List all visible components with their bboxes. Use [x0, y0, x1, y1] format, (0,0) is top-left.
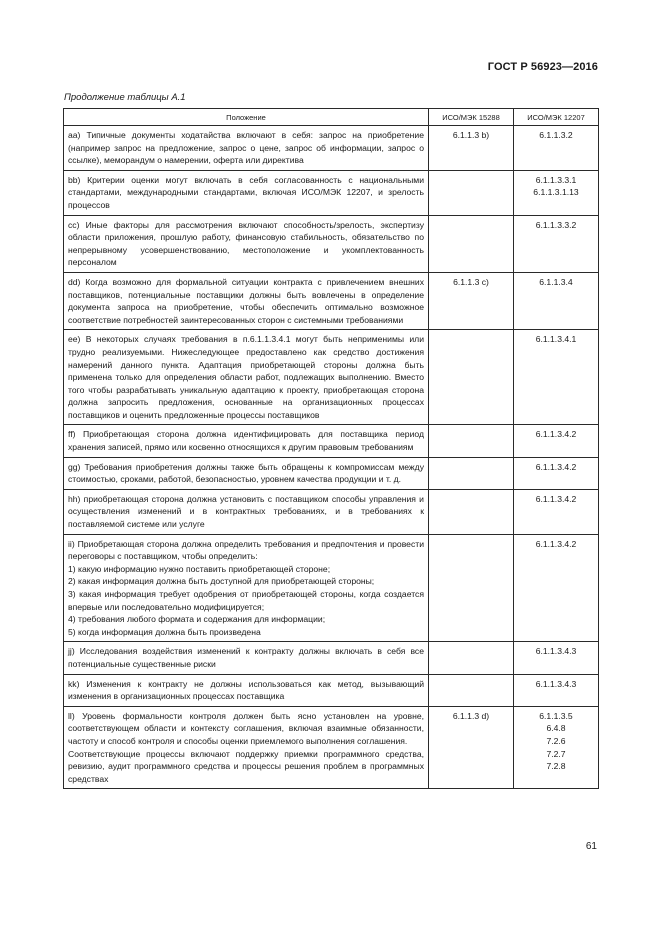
iso-12207-cell [514, 425, 599, 457]
iso-15288-cell [429, 457, 514, 489]
iso-15288-reference: 6.1.1.3 c) [453, 276, 489, 287]
table-row [64, 642, 599, 674]
provision-paragraph: bb) Критерии оценки могут включать в себя согласованность с национальными стандартами, международными стандартами, включая ИСО/МЭК 12207, и зрелость процессов [68, 174, 424, 210]
provision-paragraph: jj) Исследования воздействия изменений к контракту должны включать в себя все потенциальные существенные риски [68, 646, 424, 669]
table-row [64, 126, 599, 171]
table-row [64, 457, 599, 489]
table-header-row [64, 109, 599, 126]
requirements-table [63, 108, 599, 789]
iso-12207-reference: 6.1.1.3.4.2 [535, 429, 577, 440]
provision-paragraph: аа) Типичные документы ходатайства включают в себя: запрос на приобретение (например запрос на предложение, запрос о цене, запрос об информации, запрос о ссылке), меморандум о намерении, оферта или директива [68, 130, 424, 166]
provision-paragraph: 3) какая информация требует одобрения от приобретающей стороны, когда создается впервые или последовательно модифицируется; [68, 589, 424, 612]
iso-12207-reference: 6.1.1.3.3.2 [535, 219, 577, 230]
iso-12207-cell [514, 642, 599, 674]
iso-15288-reference: 6.1.1.3 d) [452, 710, 490, 721]
provision-paragraph: ii) Приобретающая сторона должна определить требования и предпочтения и провести переговоры с поставщиком, чтобы определить: [68, 538, 424, 562]
iso-15288-cell [429, 674, 514, 706]
iso-12207-cell [514, 706, 599, 789]
provision-cell [64, 457, 429, 489]
iso-12207-reference: 6.1.1.3.2 [539, 130, 573, 140]
iso-12207-reference: 6.1.1.3.1.13 [533, 187, 579, 198]
provision-paragraph: Соответствующие процессы включают поддержку приемки программного средства, ревизию, аудит программного средства и процессы решения проблем в программных средствах [68, 748, 424, 784]
provision-cell [64, 642, 429, 674]
provision-cell [64, 170, 429, 215]
iso-15288-cell [429, 215, 514, 272]
iso-12207-reference: 6.1.1.3.3.1 [535, 174, 577, 185]
iso-12207-cell [514, 489, 599, 534]
table-row [64, 674, 599, 706]
provision-paragraph: 5) когда информация должна быть произведена [68, 626, 261, 637]
table-caption: Продолжение таблицы А.1 [64, 92, 186, 103]
table-row [64, 215, 599, 272]
iso-12207-cell [514, 126, 599, 171]
iso-15288-cell [429, 330, 514, 425]
iso-12207-reference: 7.2.7 [546, 748, 566, 759]
table-row [64, 489, 599, 534]
provision-cell [64, 674, 429, 706]
iso-12207-reference: 7.2.8 [546, 761, 566, 772]
provision-paragraph: dd) Когда возможно для формальной ситуации контракта с привлечением внешних поставщиков, потенциальные поставщики должны быть вовлечены в определение документа запроса на приобретение, чтобы обеспечить оптимально возможное соответствие потребностей заинтересованных сторон с системными требованиями [68, 276, 424, 325]
iso-12207-reference: 6.1.1.3.4.2 [535, 461, 577, 472]
provision-cell [64, 215, 429, 272]
page-number: 61 [585, 841, 597, 852]
iso-12207-cell [514, 272, 599, 329]
provision-cell [64, 330, 429, 425]
iso-15288-cell [429, 126, 514, 171]
iso-12207-reference: 6.1.1.3.5 [539, 710, 573, 721]
provision-paragraph: 1) какую информацию нужно поставить приобретающей стороне; [68, 563, 331, 574]
iso-15288-cell [429, 170, 514, 215]
provision-paragraph: kk) Изменения к контракту не должны использоваться как метод, вызывающий изменения в организационных процессах поставщика [68, 678, 424, 702]
column-header-provision: Положение [64, 109, 429, 126]
provision-cell [64, 425, 429, 457]
iso-12207-reference: 6.4.8 [546, 723, 566, 734]
table-row [64, 330, 599, 425]
iso-12207-reference: 6.1.1.3.4.3 [535, 678, 577, 689]
table-row [64, 425, 599, 457]
iso-15288-cell [429, 425, 514, 457]
provision-paragraph: cc) Иные факторы для рассмотрения включают способность/зрелость, экспертизу области приложения, прошлую работу, финансовую стабильность, обязательство по непрерывному усовершенствованию, местоположение и укомплектованность персоналом [68, 219, 424, 268]
iso-15288-cell [429, 489, 514, 534]
provision-paragraph: hh) приобретающая сторона должна установить с поставщиком способы управления и осуществления изменений и в контрактных требованиях, и в требованиях к поставляемой системе или услуге [68, 493, 424, 530]
table-row [64, 706, 599, 789]
document-code: ГОСТ Р 56923—2016 [487, 61, 598, 73]
provision-paragraph: ff) Приобретающая сторона должна идентифицировать для поставщика период хранения записей, прямо или косвенно относящихся к другим правовым требованиям [68, 429, 424, 453]
provision-cell [64, 489, 429, 534]
provision-cell [64, 272, 429, 329]
iso-12207-cell [514, 215, 599, 272]
iso-12207-cell [514, 457, 599, 489]
table-row [64, 534, 599, 642]
table-row [64, 272, 599, 329]
column-header-iso-12207: ИСО/МЭК 12207 [514, 109, 599, 126]
iso-12207-cell [514, 534, 599, 642]
provision-cell [64, 534, 429, 642]
provision-paragraph: ll) Уровень формальности контроля должен быть ясно установлен на уровне, соответствующем области и контексту соглашения, включая взаимные обязанности, частоту и способ контроля и способы оценки приемлемого выполнения соглашения. [68, 710, 424, 746]
iso-12207-reference: 6.1.1.3.4.2 [535, 493, 577, 504]
table-row [64, 170, 599, 215]
iso-12207-reference: 6.1.1.3.4.2 [535, 538, 577, 549]
iso-15288-reference: 6.1.1.3 b) [452, 130, 490, 140]
provision-paragraph: gg) Требования приобретения должны также быть обращены к компромиссам между стоимостью, сроками, работой, безопасностью, уровнем качества продукции и т. д. [68, 461, 424, 485]
column-header-iso-15288: ИСО/МЭК 15288 [429, 109, 514, 126]
iso-12207-cell [514, 170, 599, 215]
iso-15288-cell [429, 706, 514, 789]
provision-paragraph: ee) В некоторых случаях требования в п.6.1.1.3.4.1 могут быть неприменимы или трудно реализуемыми. Нижеследующее предоставлено как средство достижения намерений данного пункта. Адаптация приобретающей стороны должна быть применена только для определения области работ, подлежащих выполнению. Вместо того чтобы разрабатывать уникальную адаптацию к проекту, приобретающая сторона должна запросить предложения, основанные на организационных процессах поставщиков и оценить предложенные процессы поставщиков [68, 334, 424, 420]
iso-12207-reference: 6.1.1.3.4.3 [535, 646, 577, 657]
iso-15288-cell [429, 534, 514, 642]
iso-12207-reference: 7.2.6 [546, 735, 566, 746]
iso-12207-reference: 6.1.1.3.4 [539, 276, 573, 287]
iso-15288-cell [429, 642, 514, 674]
iso-15288-cell [429, 272, 514, 329]
iso-12207-cell [514, 674, 599, 706]
iso-12207-reference: 6.1.1.3.4.1 [535, 334, 577, 345]
provision-cell [64, 126, 429, 171]
provision-paragraph: 2) какая информация должна быть доступной для приобретающей стороны; [68, 576, 375, 587]
provision-cell [64, 706, 429, 789]
iso-12207-cell [514, 330, 599, 425]
provision-paragraph: 4) требования любого формата и содержания для информации; [68, 614, 326, 625]
